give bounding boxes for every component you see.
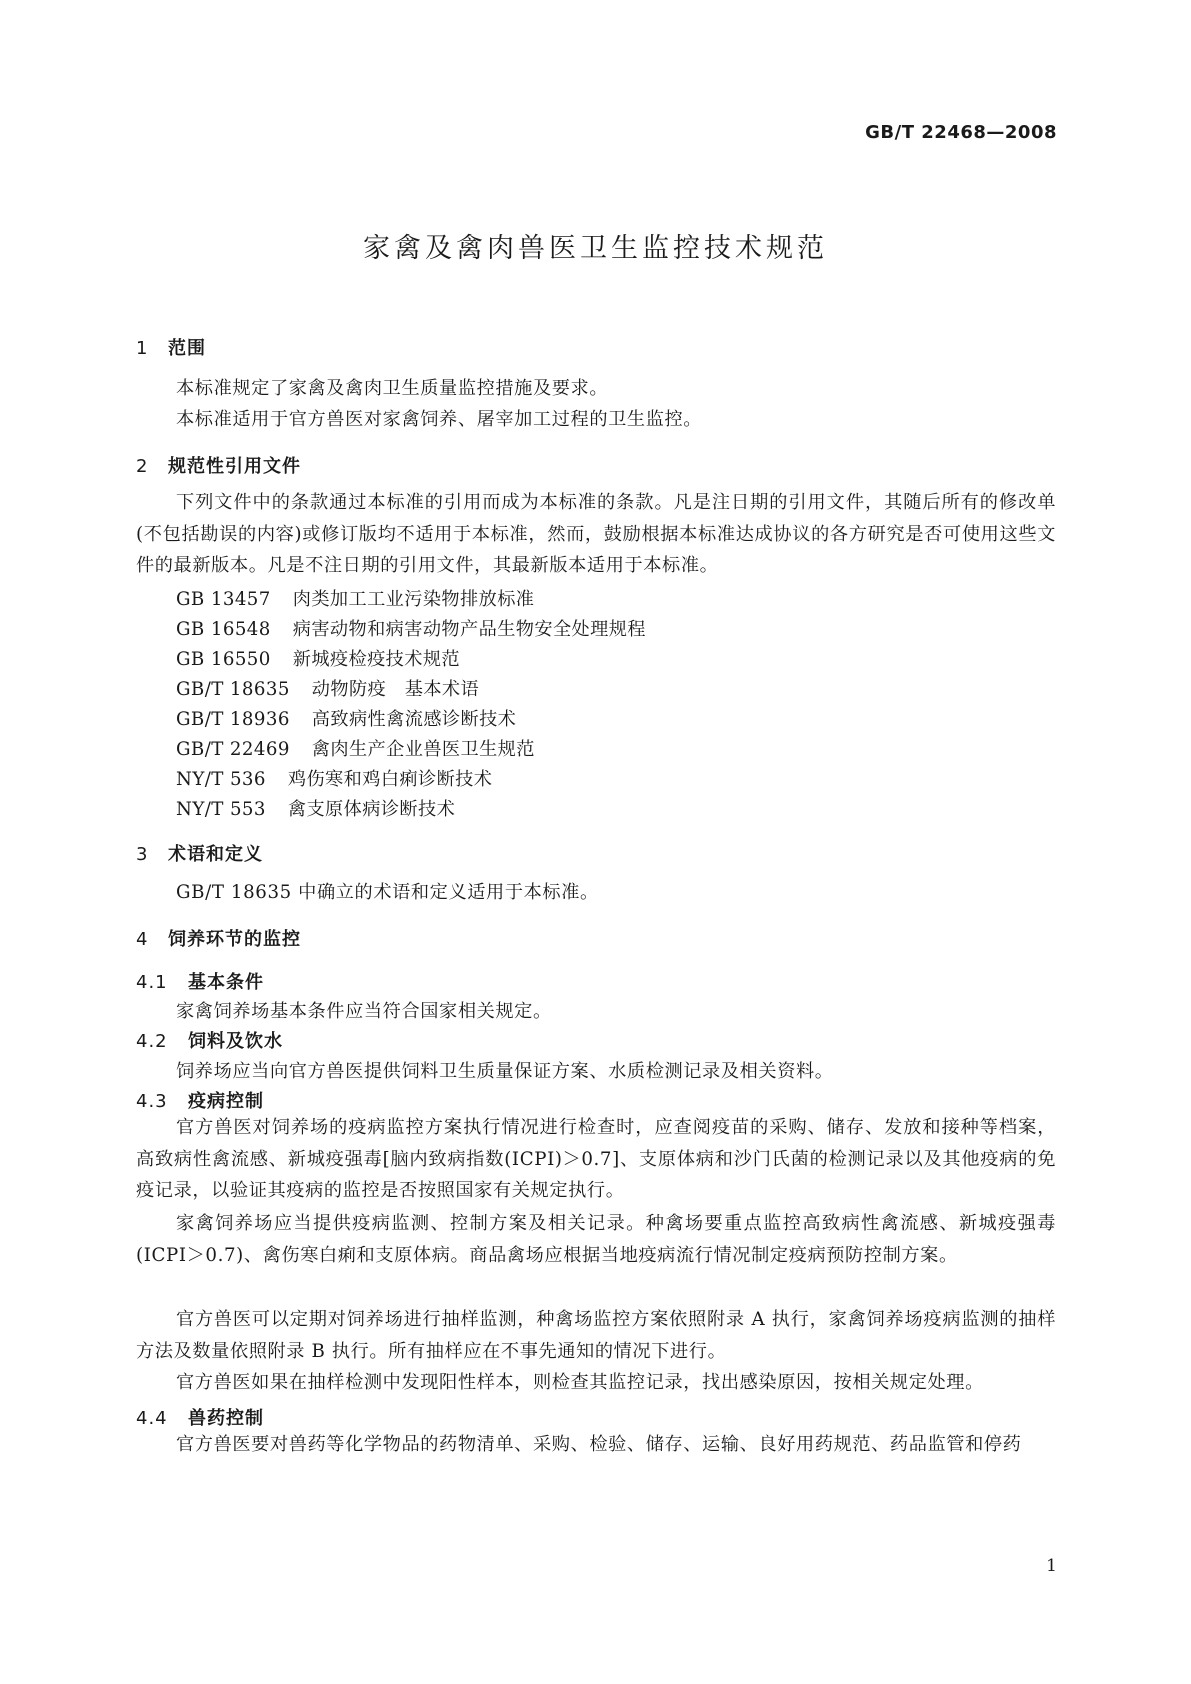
subsection-number: 4.3 — [136, 1091, 168, 1112]
reference-code: NY/T 536 — [176, 769, 266, 790]
reference-code: GB/T 18936 — [176, 709, 290, 730]
subsection-4-1-line: 家禽饲养场基本条件应当符合国家相关规定。 — [176, 1001, 552, 1022]
section-4-heading — [136, 925, 301, 951]
reference-code: GB/T 18635 — [176, 679, 290, 700]
reference-title: 鸡伤寒和鸡白痢诊断技术 — [287, 769, 493, 790]
reference-code: GB 16548 — [176, 619, 271, 640]
section-title: 术语和定义 — [168, 844, 263, 865]
section-number: 1 — [136, 338, 149, 359]
subsection-number: 4.4 — [136, 1408, 168, 1429]
reference-code: GB/T 22469 — [176, 739, 290, 760]
reference-title: 动物防疫 基本术语 — [311, 679, 480, 700]
reference-item — [176, 585, 534, 611]
reference-item — [176, 765, 492, 791]
section-1-heading — [136, 334, 206, 360]
section-number: 4 — [136, 929, 149, 950]
subsection-4-3-paragraph-4: 官方兽医如果在抽样检测中发现阳性样本，则检查其监控记录，找出感染原因，按相关规定处理。 — [176, 1372, 984, 1393]
section-title: 范围 — [168, 338, 206, 359]
reference-code: GB 13457 — [176, 589, 271, 610]
section-title: 饲养环节的监控 — [168, 929, 301, 950]
reference-code: NY/T 553 — [176, 799, 266, 820]
subsection-number: 4.1 — [136, 972, 168, 993]
subsection-4-3-paragraph-2: 家禽饲养场应当提供疫病监测、控制方案及相关记录。种禽场要重点监控高致病性禽流感、新城疫强毒(ICPI＞0.7)、禽伤寒白痢和支原体病。商品禽场应根据当地疫病流行情况制定疫病预防控制方案。 — [136, 1213, 1056, 1266]
subsection-title: 疫病控制 — [188, 1091, 264, 1112]
reference-title: 肉类加工工业污染物排放标准 — [292, 589, 535, 610]
section-3-heading — [136, 840, 263, 866]
subsection-title: 基本条件 — [188, 972, 264, 993]
reference-item — [176, 645, 460, 671]
reference-title: 病害动物和病害动物产品生物安全处理规程 — [292, 619, 646, 640]
subsection-title: 兽药控制 — [188, 1408, 264, 1429]
document-title: 家禽及禽肉兽医卫生监控技术规范 — [363, 233, 828, 264]
reference-title: 禽支原体病诊断技术 — [287, 799, 456, 820]
subsection-4-2-heading — [136, 1027, 283, 1053]
subsection-4-4-paragraph-1: 官方兽医要对兽药等化学物品的药物清单、采购、检验、储存、运输、良好用药规范、药品监管和停药 — [176, 1434, 1022, 1455]
subsection-4-1-heading — [136, 968, 264, 994]
page-number: 1 — [1046, 1556, 1057, 1576]
section-1-line-2: 本标准适用于官方兽医对家禽饲养、屠宰加工过程的卫生监控。 — [176, 409, 703, 430]
subsection-number: 4.2 — [136, 1031, 168, 1052]
section-title: 规范性引用文件 — [168, 456, 301, 477]
reference-item — [176, 615, 646, 641]
section-3-line: GB/T 18635 中确立的术语和定义适用于本标准。 — [176, 882, 599, 903]
reference-code: GB 16550 — [176, 649, 271, 670]
reference-title: 禽肉生产企业兽医卫生规范 — [311, 739, 535, 760]
reference-item — [176, 795, 455, 821]
reference-item — [176, 675, 479, 701]
section-number: 2 — [136, 456, 149, 477]
section-2-paragraph: 下列文件中的条款通过本标准的引用而成为本标准的条款。凡是注日期的引用文件，其随后所有的修改单(不包括勘误的内容)或修订版均不适用于本标准，然而，鼓励根据本标准达成协议的各方研究是否可使用这些文件的最新版本。凡是不注日期的引用文件，其最新版本适用于本标准。 — [136, 492, 1056, 576]
subsection-4-4-heading — [136, 1404, 264, 1430]
reference-item — [176, 705, 516, 731]
section-number: 3 — [136, 844, 149, 865]
subsection-4-3-heading — [136, 1087, 264, 1113]
subsection-4-3-paragraph-1: 官方兽医对饲养场的疫病监控方案执行情况进行检查时，应查阅疫苗的采购、储存、发放和接种等档案，高致病性禽流感、新城疫强毒[脑内致病指数(ICPI)＞0.7]、支原体病和沙门氏菌的检测记录以及其他疫病的免疫记录，以验证其疫病的监控是否按照国家有关规定执行。 — [136, 1117, 1056, 1201]
reference-item — [176, 735, 535, 761]
reference-title: 新城疫检疫技术规范 — [292, 649, 461, 670]
subsection-4-2-line: 饲养场应当向官方兽医提供饲料卫生质量保证方案、水质检测记录及相关资料。 — [176, 1061, 834, 1082]
section-2-heading — [136, 452, 301, 478]
subsection-title: 饲料及饮水 — [188, 1031, 283, 1052]
standard-code: GB/T 22468—2008 — [865, 122, 1057, 143]
reference-title: 高致病性禽流感诊断技术 — [311, 709, 517, 730]
subsection-4-3-paragraph-3: 官方兽医可以定期对饲养场进行抽样监测，种禽场监控方案依照附录 A 执行，家禽饲养场疫病监测的抽样方法及数量依照附录 B 执行。所有抽样应在不事先通知的情况下进行。 — [136, 1309, 1056, 1362]
section-1-line-1: 本标准规定了家禽及禽肉卫生质量监控措施及要求。 — [176, 378, 609, 399]
